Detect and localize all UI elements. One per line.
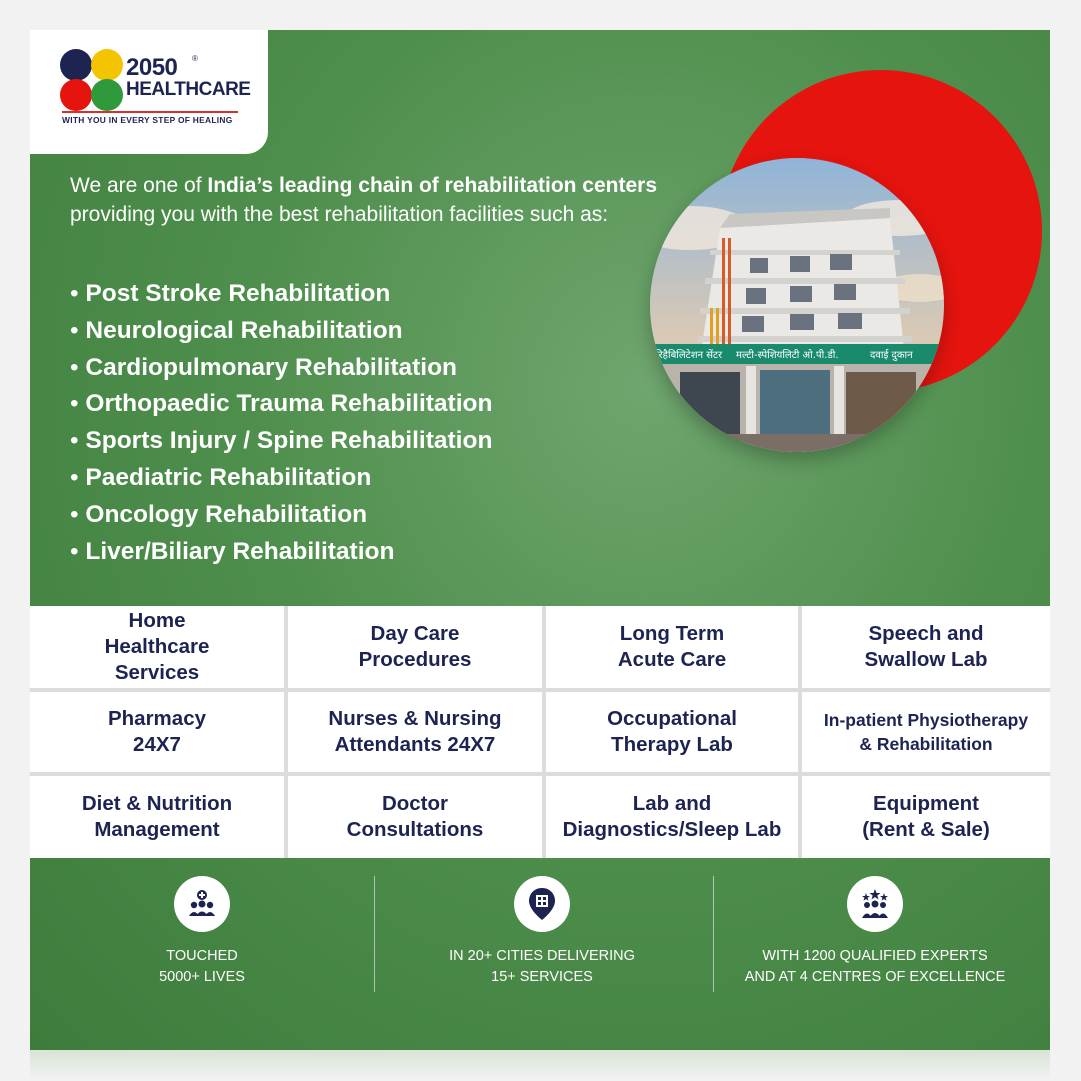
bottom-band <box>30 1050 1050 1081</box>
stat-line: 5000+ LIVES <box>159 969 245 985</box>
stat-experts <box>710 876 1040 988</box>
intro-paragraph <box>70 171 690 229</box>
experts-stars-icon <box>847 876 903 932</box>
sign-middle-text: मल्टी-स्पेशियलिटी ओ.पी.डी. <box>736 350 839 361</box>
service-tile: Doctor Consultations <box>288 776 542 858</box>
services-grid <box>30 606 1050 858</box>
rehab-list <box>70 276 492 570</box>
brand-name: 2050 <box>126 54 178 81</box>
rehab-item: • Post Stroke Rehabilitation <box>70 276 492 313</box>
stat-line: IN 20+ CITIES DELIVERING <box>449 948 635 964</box>
sign-right-text: दवाई दुकान <box>870 350 913 361</box>
stat-lives <box>112 876 292 988</box>
service-tile: Occupational Therapy Lab <box>546 692 798 772</box>
service-tile: Home Healthcare Services <box>30 606 284 688</box>
service-tile: Day Care Procedures <box>288 606 542 688</box>
divider <box>374 876 375 992</box>
service-tile: Diet & Nutrition Management <box>30 776 284 858</box>
building-photo <box>650 158 944 452</box>
brand-divider <box>62 111 238 113</box>
service-tile: Equipment (Rent & Sale) <box>802 776 1050 858</box>
intro-text-1: We are one of <box>70 174 208 197</box>
rehab-item: • Neurological Rehabilitation <box>70 313 492 350</box>
stats-row <box>30 876 1050 1006</box>
brand-tagline: WITH YOU IN EVERY STEP OF HEALING <box>62 115 233 125</box>
stat-line: 15+ SERVICES <box>491 969 593 985</box>
rehab-item: • Liver/Biliary Rehabilitation <box>70 534 492 571</box>
poster <box>30 30 1050 1050</box>
registered-mark: ® <box>192 54 198 63</box>
rehab-item: • Cardiopulmonary Rehabilitation <box>70 350 492 387</box>
service-tile: Pharmacy 24X7 <box>30 692 284 772</box>
stat-cities <box>412 876 672 988</box>
intro-text-bold: India’s leading chain of rehabilitation centers <box>207 174 658 197</box>
stat-line: AND AT 4 CENTRES OF EXCELLENCE <box>744 969 1006 985</box>
logo-card <box>30 30 268 154</box>
rehab-item: • Sports Injury / Spine Rehabilitation <box>70 423 492 460</box>
stat-line: TOUCHED <box>166 948 238 964</box>
rehab-item: • Oncology Rehabilitation <box>70 497 492 534</box>
rehab-item: • Paediatric Rehabilitation <box>70 460 492 497</box>
service-tile: In-patient Physiotherapy & Rehabilitation <box>802 692 1050 772</box>
service-tile: Nurses & Nursing Attendants 24X7 <box>288 692 542 772</box>
intro-text-2: providing you with the best rehabilitation facilities such as: <box>70 203 609 226</box>
location-pin-building-icon <box>514 876 570 932</box>
service-tile: Speech and Swallow Lab <box>802 606 1050 688</box>
stat-line: WITH 1200 QUALIFIED EXPERTS <box>762 948 988 964</box>
rehab-item: • Orthopaedic Trauma Rehabilitation <box>70 386 492 423</box>
brand-sub: HEALTHCARE <box>126 79 251 100</box>
brand-logo-icon <box>60 49 124 113</box>
people-plus-icon <box>174 876 230 932</box>
service-tile: Lab and Diagnostics/Sleep Lab <box>546 776 798 858</box>
service-tile: Long Term Acute Care <box>546 606 798 688</box>
sign-left-text: रिहैबिलिटेशन सेंटर <box>656 350 723 361</box>
